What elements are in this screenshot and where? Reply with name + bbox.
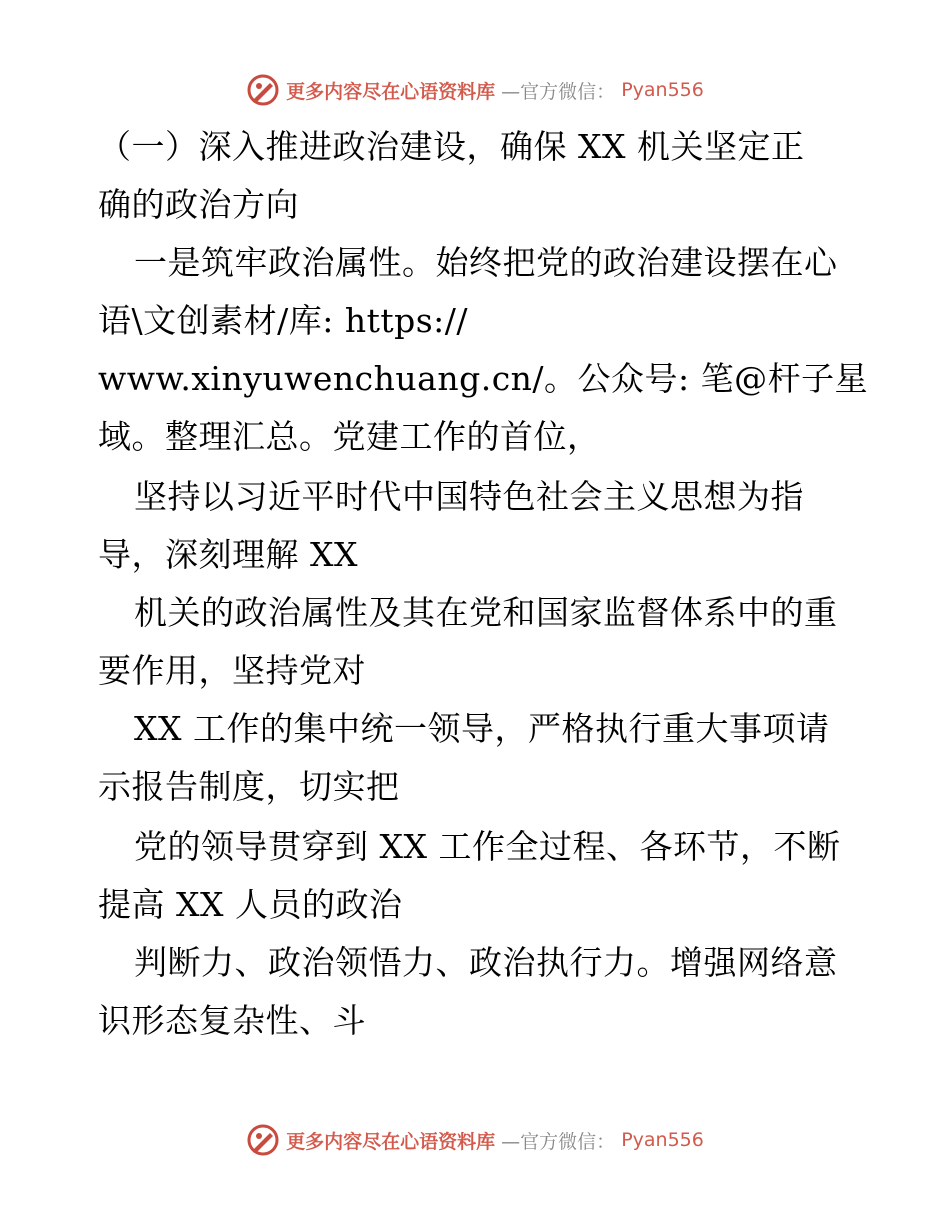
body-line: 坚持以习近平时代中国特色社会主义思想为指 (134, 477, 804, 516)
body-line: 机关的政治属性及其在党和国家监督体系中的重 (134, 593, 838, 632)
body-line: （一）深入推进政治建设，确保 XX 机关坚定正 (98, 127, 805, 166)
watermark-wechat-label: —官方微信： (501, 1130, 616, 1153)
header-watermark (0, 72, 950, 108)
body-line: 判断力、政治领悟力、政治执行力。增强网络意 (134, 943, 838, 982)
body-line: XX 工作的集中统一领导，严格执行重大事项请 (134, 709, 830, 748)
watermark-wechat-id: Pyan556 (621, 79, 704, 101)
body-line: 识形态复杂性、斗 (98, 1001, 366, 1040)
body-line: 要作用，坚持党对 (98, 651, 366, 690)
body-line: 提高 XX 人员的政治 (98, 885, 403, 924)
body-line: 语\文创素材/库: https:// (98, 301, 469, 340)
watermark-title: 更多内容尽在心语资料库 (286, 1130, 496, 1153)
body-line: 示报告制度，切实把 (98, 767, 400, 806)
body-line: 导，深刻理解 XX (98, 535, 358, 574)
body-line: 一是筑牢政治属性。始终把党的政治建设摆在心 (134, 243, 838, 282)
body-line: www.xinyuwenchuang.cn/。公众号: 笔@杆子星 (98, 359, 869, 398)
footer-watermark (0, 1122, 950, 1158)
watermark-title: 更多内容尽在心语资料库 (286, 80, 496, 103)
body-line: 确的政治方向 (98, 185, 299, 224)
body-line: 域。整理汇总。党建工作的首位， (98, 417, 601, 456)
body-line: 党的领导贯穿到 XX 工作全过程、各环节，不断 (134, 827, 841, 866)
watermark-wechat-label: —官方微信： (501, 80, 616, 103)
watermark-wechat-id: Pyan556 (621, 1129, 704, 1151)
brush-logo-icon (246, 1123, 280, 1157)
brush-logo-icon (246, 73, 280, 107)
